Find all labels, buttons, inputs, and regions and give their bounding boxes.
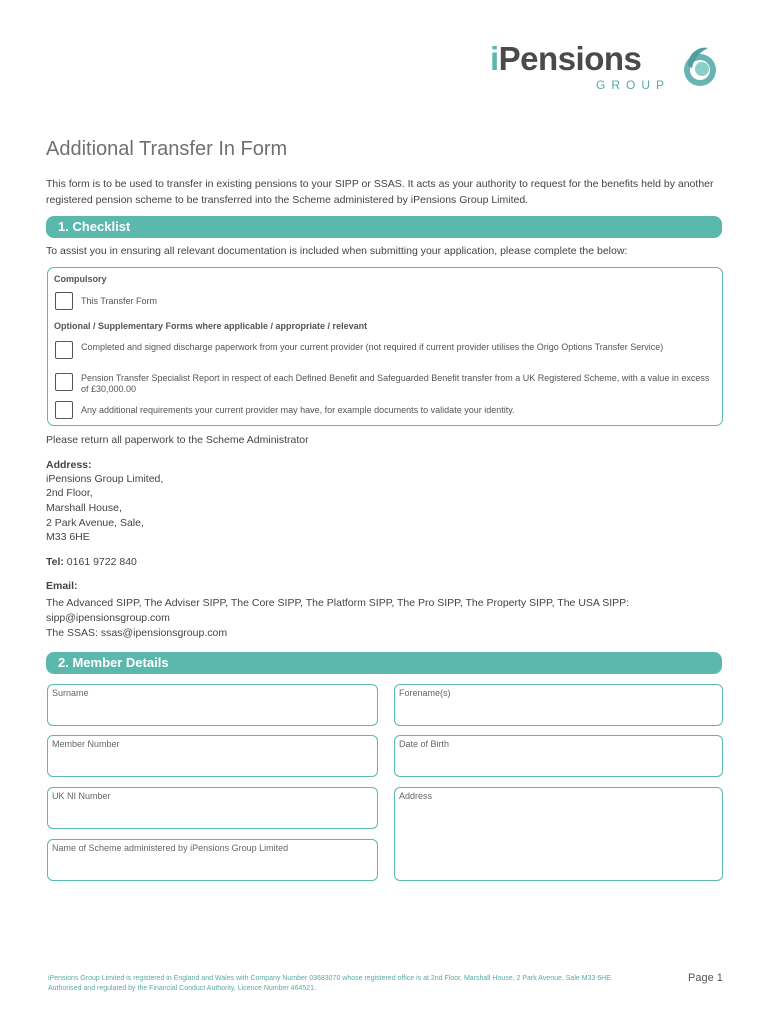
checklist-item-discharge-paperwork: Completed and signed discharge paperwork from your current provider (not required if current provider utilises the Origo Options Transfer Service)	[81, 342, 664, 352]
email-ssas[interactable]: The SSAS: ssas@ipensionsgroup.com	[46, 627, 228, 639]
tel-label: Tel:	[46, 556, 64, 568]
surname-field[interactable]	[47, 684, 378, 726]
checkbox-additional-requirements[interactable]	[55, 401, 73, 419]
email-label: Email:	[46, 580, 78, 592]
scheme-name-field[interactable]	[47, 839, 378, 881]
checklist-instructions: To assist you in ensuring all relevant documentation is included when submitting your application, please complete the below:	[46, 245, 628, 257]
address-field[interactable]	[394, 787, 723, 881]
address-line-3: Marshall House,	[46, 502, 122, 514]
email-sipp-schemes: The Advanced SIPP, The Adviser SIPP, The Core SIPP, The Platform SIPP, The Pro SIPP, The Property SIPP, The USA SIPP:	[46, 597, 630, 609]
address-line-4: 2 Park Avenue, Sale,	[46, 517, 144, 529]
checkbox-discharge-paperwork[interactable]	[55, 341, 73, 359]
surname-label: Surname	[52, 688, 89, 698]
logo-wordmark: iPensions	[490, 40, 642, 77]
address-line-2: 2nd Floor,	[46, 487, 93, 499]
footer-legal-note: iPensions Group Limited is registered in England and Wales with Company Number 03683070 whose registered office is at 2nd Floor, Marshall House, 2 Park Avenue, Sale M33 6HE. Authorised and regulated by the Financial Conduct Authority, Licence Number 464521.	[48, 975, 613, 992]
tel-value: 0161 9722 840	[63, 556, 137, 568]
date-of-birth-field[interactable]	[394, 735, 723, 777]
checklist-heading-bar	[46, 216, 722, 238]
checklist-item-additional-requirements: Any additional requirements your current provider may have, for example documents to validate your identity.	[81, 405, 515, 415]
ipensions-logo	[490, 40, 730, 96]
checkbox-transfer-form[interactable]	[55, 292, 73, 310]
checklist-heading: 1. Checklist	[58, 219, 131, 234]
compulsory-label: Compulsory	[54, 274, 107, 284]
checklist-item-specialist-report: Pension Transfer Specialist Report in respect of each Defined Benefit and Safeguarded Benefit transfer from a UK Registered Scheme, with a value in excess of £30,000.00	[81, 373, 710, 394]
checklist-item-transfer-form: This Transfer Form	[81, 296, 158, 306]
address-label: Address:	[46, 459, 92, 471]
date-of-birth-label: Date of Birth	[399, 739, 450, 749]
forenames-field[interactable]	[394, 684, 723, 726]
ni-number-label: UK NI Number	[52, 791, 111, 801]
member-number-field[interactable]	[47, 735, 378, 777]
checkbox-specialist-report[interactable]	[55, 373, 73, 391]
intro-paragraph: This form is to be used to transfer in existing pensions to your SIPP or SSAS. It acts as your authority to request for the benefits held by another registered pension scheme to be transferred into the Scheme administered by iPensions Group Limited.	[46, 178, 714, 206]
member-details-heading: 2. Member Details	[58, 655, 169, 670]
member-number-label: Member Number	[52, 739, 120, 749]
return-instruction: Please return all paperwork to the Scheme Administrator	[46, 434, 309, 446]
email-sipp-address[interactable]: sipp@ipensionsgroup.com	[46, 612, 170, 624]
page-title: Additional Transfer In Form	[46, 138, 288, 160]
ni-number-field[interactable]	[47, 787, 378, 829]
address-field-label: Address	[399, 791, 433, 801]
telephone-line	[46, 556, 137, 568]
logo-six-icon	[678, 44, 722, 88]
address-line-1: iPensions Group Limited,	[46, 473, 164, 485]
optional-label: Optional / Supplementary Forms where applicable / appropriate / relevant	[54, 321, 368, 331]
logo-group-text: GROUP	[596, 78, 671, 92]
page-number: Page 1	[688, 972, 723, 984]
member-details-heading-bar	[46, 652, 722, 674]
forenames-label: Forename(s)	[399, 688, 451, 698]
scheme-name-label: Name of Scheme administered by iPensions Group Limited	[52, 843, 289, 853]
checklist-panel	[47, 267, 723, 426]
address-line-5: M33 6HE	[46, 531, 90, 543]
